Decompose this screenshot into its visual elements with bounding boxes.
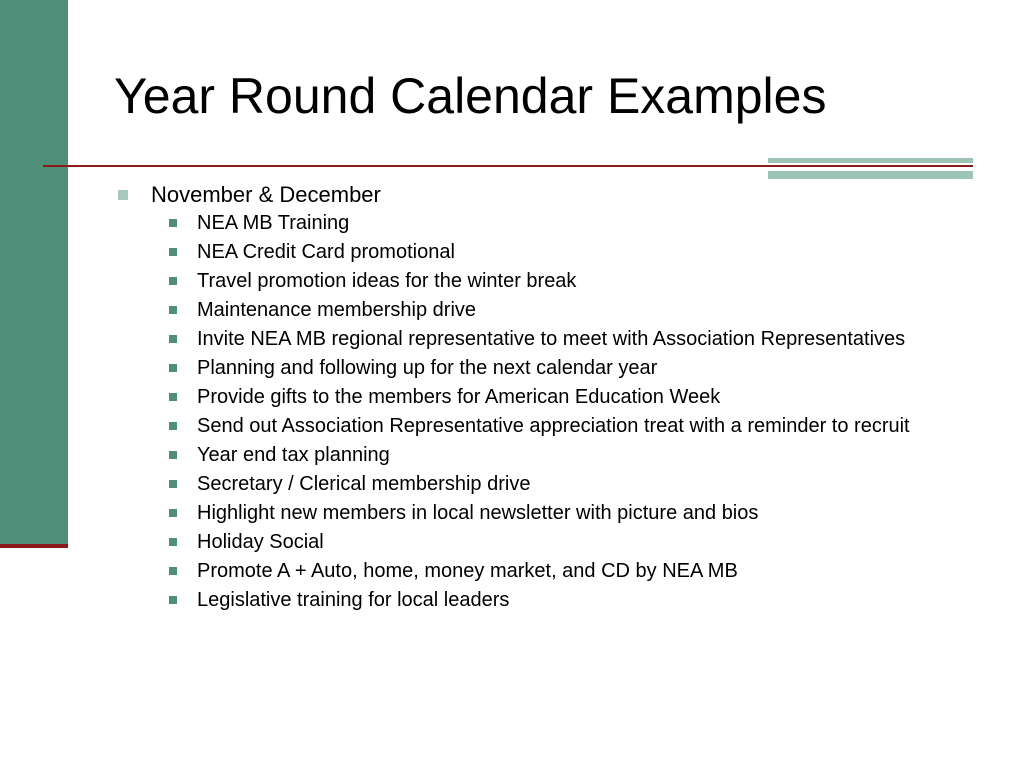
list-item-text: NEA MB Training bbox=[197, 212, 350, 234]
square-bullet-icon bbox=[118, 190, 128, 200]
square-bullet-icon bbox=[169, 364, 177, 372]
list-item bbox=[116, 328, 976, 350]
square-bullet-icon bbox=[169, 451, 177, 459]
square-bullet-icon bbox=[169, 596, 177, 604]
list-item bbox=[116, 241, 976, 263]
slide-content bbox=[116, 181, 976, 618]
list-item-text: Legislative training for local leaders bbox=[197, 589, 510, 611]
square-bullet-icon bbox=[169, 277, 177, 285]
list-item bbox=[116, 473, 976, 495]
accent-stripe-top bbox=[768, 158, 973, 163]
accent-stripe-bottom bbox=[768, 171, 973, 179]
left-accent-rule bbox=[0, 544, 68, 548]
list-item bbox=[116, 270, 976, 292]
list-item-text: Holiday Social bbox=[197, 531, 324, 553]
list-item bbox=[116, 444, 976, 466]
list-item bbox=[116, 589, 976, 611]
list-item-text: Send out Association Representative appreciation treat with a reminder to recruit bbox=[197, 415, 910, 437]
section-bullet bbox=[116, 181, 976, 209]
list-item bbox=[116, 299, 976, 321]
square-bullet-icon bbox=[169, 422, 177, 430]
bullet-list bbox=[116, 212, 976, 611]
square-bullet-icon bbox=[169, 509, 177, 517]
square-bullet-icon bbox=[169, 567, 177, 575]
list-item-text: Highlight new members in local newsletter with picture and bios bbox=[197, 502, 759, 524]
title-accent-stripes bbox=[768, 158, 973, 179]
page-title: Year Round Calendar Examples bbox=[114, 68, 827, 124]
list-item-text: Promote A + Auto, home, money market, and CD by NEA MB bbox=[197, 560, 738, 582]
list-item-text: Secretary / Clerical membership drive bbox=[197, 473, 531, 495]
list-item bbox=[116, 560, 976, 582]
list-item-text: Year end tax planning bbox=[197, 444, 390, 466]
list-item-text: Invite NEA MB regional representative to meet with Association Representatives bbox=[197, 328, 906, 350]
square-bullet-icon bbox=[169, 480, 177, 488]
square-bullet-icon bbox=[169, 393, 177, 401]
list-item-text: NEA Credit Card promotional bbox=[197, 241, 455, 263]
list-item bbox=[116, 415, 976, 437]
list-item-text: Provide gifts to the members for American Education Week bbox=[197, 386, 721, 408]
square-bullet-icon bbox=[169, 306, 177, 314]
section-heading: November & December bbox=[151, 182, 381, 207]
list-item-text: Travel promotion ideas for the winter break bbox=[197, 270, 577, 292]
left-accent-bar bbox=[0, 0, 68, 545]
list-item-text: Planning and following up for the next calendar year bbox=[197, 357, 658, 379]
square-bullet-icon bbox=[169, 538, 177, 546]
square-bullet-icon bbox=[169, 248, 177, 256]
square-bullet-icon bbox=[169, 219, 177, 227]
list-item bbox=[116, 531, 976, 553]
list-item bbox=[116, 386, 976, 408]
list-item bbox=[116, 357, 976, 379]
square-bullet-icon bbox=[169, 335, 177, 343]
list-item bbox=[116, 502, 976, 524]
list-item-text: Maintenance membership drive bbox=[197, 299, 477, 321]
list-item bbox=[116, 212, 976, 234]
